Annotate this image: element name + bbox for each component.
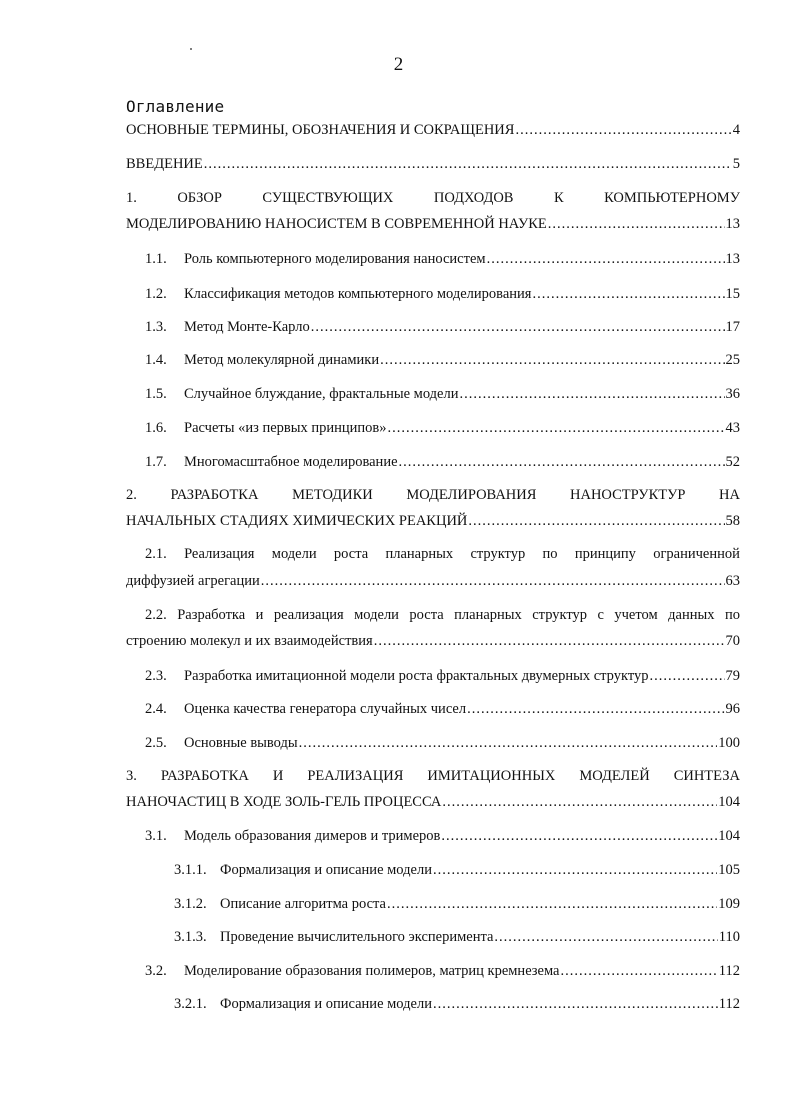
toc-entry[interactable]: 1.6. Расчеты «из первых принципов» ..... 43 <box>145 418 740 438</box>
toc-entry[interactable]: ВВЕДЕНИЕ ..... 5 <box>126 154 740 174</box>
toc-entry-line2[interactable]: МОДЕЛИРОВАНИЮ НАНОСИСТЕМ В СОВРЕМЕННОЙ НАУКЕ ..... 13 <box>126 214 740 234</box>
toc-entry[interactable]: 3.1.1. Формализация и описание модели ..... 105 <box>174 860 740 880</box>
toc-entry[interactable]: 2.5. Основные выводы ..... 100 <box>145 733 740 753</box>
toc-entry[interactable]: 1.1. Роль компьютерного моделирования наносистем ..... 13 <box>145 249 740 269</box>
toc-entry-line2[interactable]: НАЧАЛЬНЫХ СТАДИЯХ ХИМИЧЕСКИХ РЕАКЦИЙ ..... 58 <box>126 511 740 531</box>
toc-entry-line1[interactable]: 3. РАЗРАБОТКА И РЕАЛИЗАЦИЯ ИМИТАЦИОННЫХ МОДЕЛЕЙ СИНТЕЗА <box>126 768 740 784</box>
toc-entry-line1[interactable]: 1. ОБЗОР СУЩЕСТВУЮЩИХ ПОДХОДОВ К КОМПЬЮТЕРНОМУ <box>126 190 740 206</box>
toc-entry-line2[interactable]: НАНОЧАСТИЦ В ХОДЕ ЗОЛЬ-ГЕЛЬ ПРОЦЕССА ..... 104 <box>126 792 740 812</box>
toc-entry-line2[interactable]: диффузией агрегации ..... 63 <box>126 571 740 591</box>
toc-entry-line1[interactable]: 2.2. Разработка и реализация модели роста планарных структур с учетом данных по <box>145 607 740 623</box>
toc-entry[interactable]: 1.5. Случайное блуждание, фрактальные модели ..... 36 <box>145 384 740 404</box>
toc-entry[interactable]: 1.4. Метод молекулярной динамики ..... 25 <box>145 350 740 370</box>
toc-entry[interactable]: 3.2.1. Формализация и описание модели ..... 112 <box>174 994 740 1014</box>
toc-heading: Оглавление <box>126 97 225 116</box>
toc-entry[interactable]: 2.3. Разработка имитационной модели роста фрактальных двумерных структур ..... 79 <box>145 666 740 686</box>
toc-entry-line2[interactable]: строению молекул и их взаимодействия ..... 70 <box>126 631 740 651</box>
toc-entry-line1[interactable]: 2. РАЗРАБОТКА МЕТОДИКИ МОДЕЛИРОВАНИЯ НАНОСТРУКТУР НА <box>126 487 740 503</box>
toc-entry[interactable]: 3.1.2. Описание алгоритма роста ..... 109 <box>174 894 740 914</box>
scan-speck <box>190 48 192 50</box>
toc-entry[interactable]: 1.2. Классификация методов компьютерного моделирования ..... 15 <box>145 284 740 304</box>
toc-entry[interactable]: ОСНОВНЫЕ ТЕРМИНЫ, ОБОЗНАЧЕНИЯ И СОКРАЩЕНИЯ ..... 4 <box>126 120 740 140</box>
toc-entry[interactable]: 2.4. Оценка качества генератора случайных чисел ..... 96 <box>145 699 740 719</box>
toc-entry[interactable]: 1.3. Метод Монте-Карло ..... 17 <box>145 317 740 337</box>
toc-entry[interactable]: 3.2. Моделирование образования полимеров, матриц кремнезема ..... 112 <box>145 961 740 981</box>
toc-entry[interactable]: 3.1.3. Проведение вычислительного эксперимента ..... 110 <box>174 927 740 947</box>
toc-entry-line1[interactable]: 2.1. Реализация модели роста планарных структур по принципу ограниченной <box>145 546 740 562</box>
toc-entry[interactable]: 3.1. Модель образования димеров и тримеров ..... 104 <box>145 826 740 846</box>
toc-entry[interactable]: 1.7. Многомасштабное моделирование ..... 52 <box>145 452 740 472</box>
page-number: 2 <box>393 54 404 75</box>
